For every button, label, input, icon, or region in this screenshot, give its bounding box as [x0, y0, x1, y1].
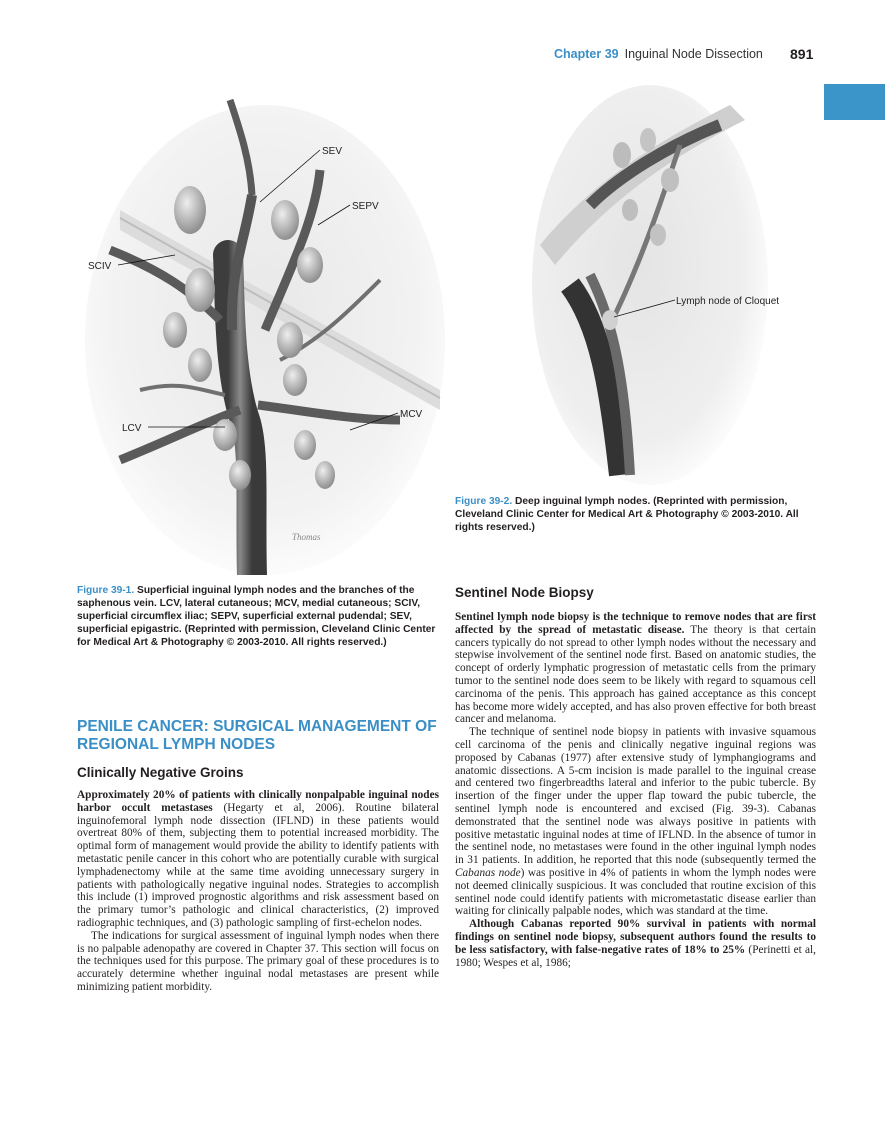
body-text: (Hegarty et al, 2006). Routine bilateral inguinofemoral lymph node dissection (IFLND) in these patients would overtreat 80% of them, subjecting them to potential increased morbidity. The optimal form of management would provide the ability to identify patients with metastatic penile cancer in this cohort who are potentially curable with surgical lymphadenectomy while at the same time avoiding unnecessary surgery in patients with pathologically negative inguinal nodes. Strategies to accomplish this include (1) improved prognostic algorithms and risk assessment based on the primary tumor’s pathologic and clinical characteristics, (2) improved radiographic techniques, and (3) pathologic sampling of first-echelon nodes. [77, 801, 439, 929]
chapter-title: Inguinal Node Dissection [624, 47, 763, 61]
italic-term: Cabanas node [455, 866, 521, 879]
figure-39-1-caption-text: Superficial inguinal lymph nodes and the branches of the saphenous vein. LCV, lateral cutaneous; MCV, medial cutaneous; SCIV, superficial circumflex iliac; SEPV, superficial external pudendal; SEV, superficial epigastric. (Reprinted with permission, Cleveland Clinic Center for Medical Art & Photography © 2003-2010. All rights reserved.) [77, 585, 436, 648]
lymph-node [188, 348, 212, 382]
body-text: (Perinetti et al, 1980; Wespes et al, 1986; [455, 943, 817, 969]
label-sepv: SEPV [352, 201, 379, 212]
paragraph [455, 611, 816, 726]
lymph-node [315, 461, 335, 489]
body-text: ) was positive in 4% of patients in whom the lymph nodes were not deemed clinically suspicious. It was concluded that routine excision of this sentinel node could identify patients with micrometastatic disease earlier than waiting for clinically palpable nodes, which was standard at the time. [455, 866, 816, 918]
body-text: The technique of sentinel node biopsy in patients with invasive squamous cell carcinoma of the penis and clinically negative inguinal regions was proposed by Cabanas (1977) after extensive study of lymphangiograms and anatomic dissections. A 5-cm incision is made parallel to the inguinal crease and centered two fingerbreadths lateral and inferior to the pubic tubercle. By insertion of the finger under the upper flap toward the pubic tubercle, the sentinel lymph node is encountered and excised (Fig. 39-3). Cabanas demonstrated that the sentinel node was always positive in patients with positive metastatic inguinal nodes at time of IFLND. In the absence of tumor in the sentinel node, no metastases were found in the other inguinal lymph nodes in 31 patients. In addition, he reported that this node (subsequently termed the [455, 726, 816, 867]
subsection-heading: Clinically Negative Groins [77, 765, 244, 780]
label-cloquet-text: Lymph node of Cloquet [676, 296, 780, 307]
right-column-body [455, 611, 816, 969]
label-sciv: SCIV [88, 261, 112, 272]
node-of-cloquet [602, 310, 618, 330]
artist-signature: Thomas [292, 532, 321, 542]
paragraph [455, 918, 816, 969]
paragraph [455, 726, 816, 918]
figure-39-1-illustration [80, 90, 450, 575]
figure-39-1-caption [77, 584, 439, 649]
lymph-node [185, 268, 215, 312]
paragraph [77, 789, 439, 930]
emphasis-text: Approximately 20% of patients with clinically nonpalpable inguinal nodes harbor occult metastases [77, 789, 439, 814]
section-heading: PENILE CANCER: SURGICAL MANAGEMENT OF REGIONAL LYMPH NODES [77, 718, 437, 753]
lymph-node [229, 460, 251, 490]
running-header [554, 46, 814, 62]
lymph-node [174, 186, 206, 234]
body-text: The theory is that certain cancers typically do not spread to other lymph nodes without the necessary and stepwise involvement of the sentinel node first. Based on anatomic studies, the concept of orderly lymphatic progression of metastatic cells from the primary tumor to the sentinel node does seem to be likely with regard to squamous cell carcinoma of the penis. This approach has gained acceptance as this concept has become more widely accepted, and has also proven effective for both breast cancer and melanoma. [455, 623, 817, 726]
label-cloquet [676, 296, 779, 307]
label-sev: SEV [322, 146, 343, 157]
figure-39-2-caption-text: Deep inguinal lymph nodes. (Reprinted with permission, Cleveland Clinic Center for Medical Art & Photography © 2003-2010. All rights reserved.) [455, 496, 799, 533]
sentinel-heading: Sentinel Node Biopsy [455, 585, 594, 600]
figure-39-2-illustration [530, 85, 785, 485]
emphasis-text: Sentinel lymph node biopsy is the technique to remove nodes that are first affected by the spread of metastatic disease. [455, 611, 816, 636]
lymph-node [294, 430, 316, 460]
left-column-body [77, 789, 439, 994]
paragraph: The indications for surgical assessment of inguinal lymph nodes when there is no palpable adenopathy are covered in Chapter 37. This section will focus on the techniques used for this purpose. The primary goal of these procedures is to accurately determine whether inguinal nodal metastases are present while minimizing patient morbidity. [77, 929, 439, 993]
chapter-thumb-tab [824, 84, 885, 120]
figure-39-2-caption [455, 495, 817, 534]
lymph-node [271, 200, 299, 240]
chapter-number: Chapter 39 [554, 47, 619, 61]
lymph-node [297, 247, 323, 283]
lymph-node [277, 322, 303, 358]
emphasis-text: Although Cabanas reported 90% survival in patients with normal findings on sentinel node biopsy, subsequent authors found the results to be less satisfactory, with false-negative rates of 18% to 25% [455, 918, 816, 956]
page-number: 891 [790, 46, 814, 62]
label-lcv: LCV [122, 423, 142, 434]
lymph-node [213, 419, 237, 451]
figure-39-2-label: Figure 39-2. [455, 496, 513, 507]
lymph-node [283, 364, 307, 396]
lymph-node [163, 312, 187, 348]
label-mcv: MCV [400, 409, 423, 420]
figure-39-1-label: Figure 39-1. [77, 585, 135, 596]
